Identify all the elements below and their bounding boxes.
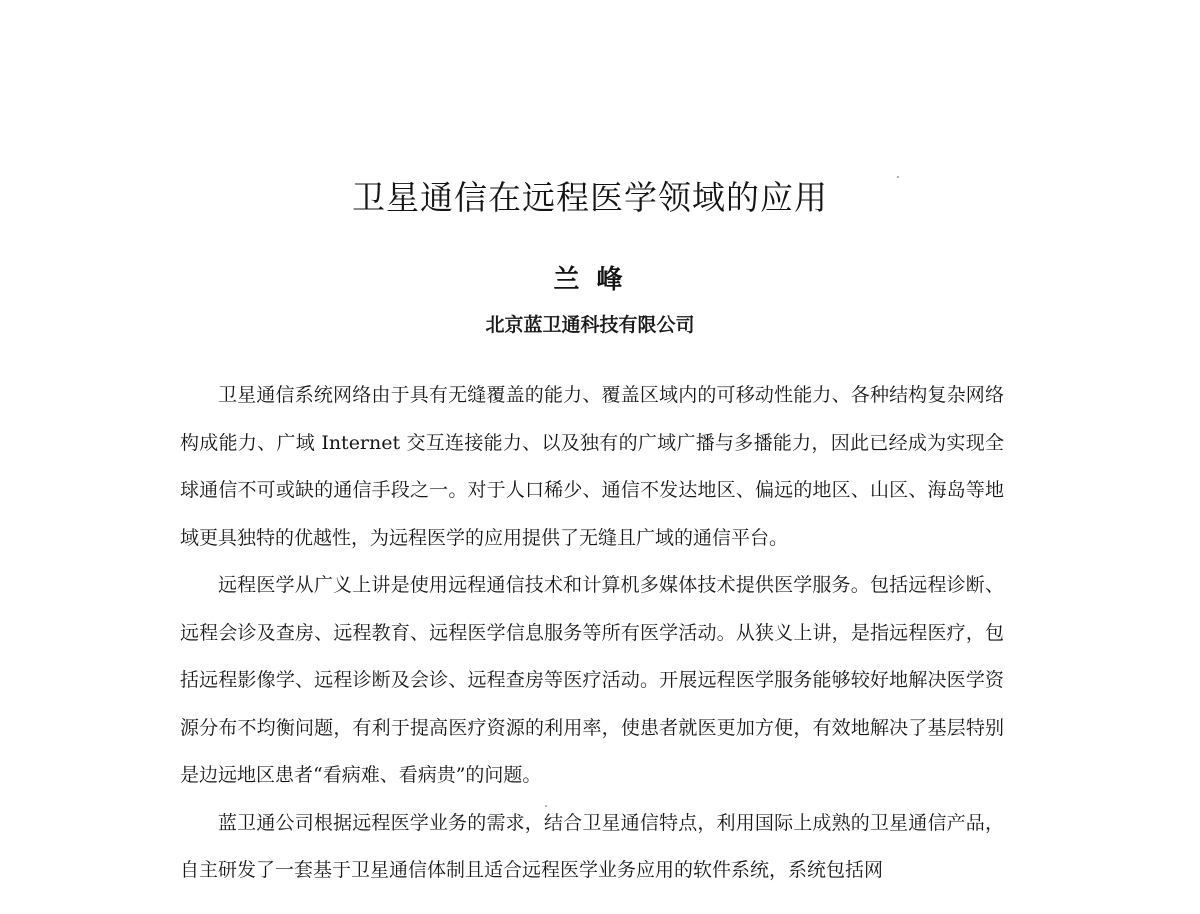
scan-speck [545, 805, 547, 807]
body-paragraph: 卫星通信系统网络由于具有无缝覆盖的能力、覆盖区域内的可移动性能力、各种结构复杂网络构成能力、广域 Internet 交互连接能力、以及独有的广域广播与多播能力，因此已经成为实现全球通信不可或缺的通信手段之一。对于人口稀少、通信不发达地区、偏远的地区、山区、海岛等地域更具独特的优越性，为远程医学的应用提供了无缝且广域的通信平台。 [180, 384, 1004, 549]
paper-body [180, 372, 1004, 895]
paper-title: 卫星通信在远程医学领域的应用 [352, 178, 828, 217]
body-paragraph: 蓝卫通公司根据远程医学业务的需求，结合卫星通信特点，利用国际上成熟的卫星通信产品，自主研发了一套基于卫星通信体制且适合远程医学业务应用的软件系统，系统包括网 [180, 811, 1004, 881]
body-paragraph: 远程医学从广义上讲是使用远程通信技术和计算机多媒体技术提供医学服务。包括远程诊断、远程会诊及查房、远程教育、远程医学信息服务等所有医学活动。从狭义上讲，是指远程医疗，包括远程影像学、远程诊断及会诊、远程查房等医疗活动。开展远程医学服务能够较好地解决医学资源分布不均衡问题，有利于提高医疗资源的利用率，使患者就医更加方便，有效地解决了基层特别是边远地区患者“看病难、看病贵”的问题。 [180, 574, 1004, 786]
scan-speck [897, 176, 899, 178]
author-name: 兰 峰 [553, 265, 627, 295]
author-affiliation: 北京蓝卫通科技有限公司 [485, 314, 695, 336]
